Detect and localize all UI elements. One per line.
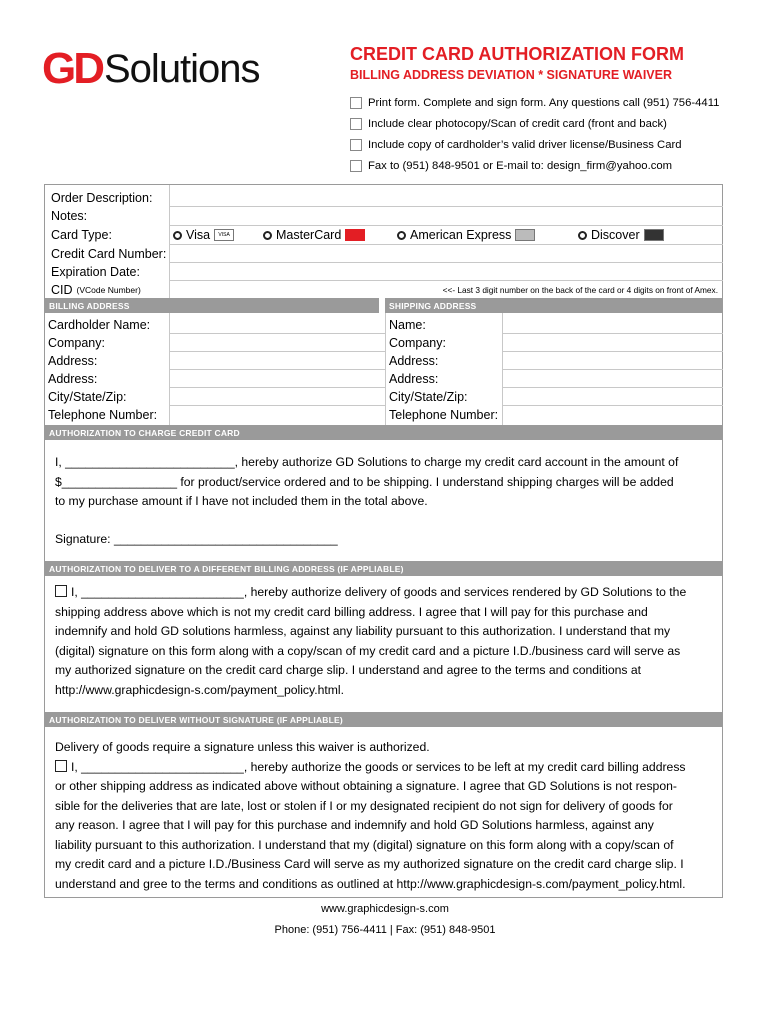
billing-field: Address: [48,372,98,386]
expiration-input[interactable] [169,280,723,281]
instruction-checkbox[interactable] [350,118,362,130]
auth-billing-header: AUTHORIZATION TO DELIVER TO A DIFFERENT BILLING ADDRESS (IF APPLIABLE) [45,561,722,576]
shipping-input[interactable] [502,333,723,334]
divider [169,244,723,245]
shipping-input[interactable] [502,405,723,406]
billing-address-header: BILLING ADDRESS [45,298,379,313]
radio-icon [173,231,182,240]
card-number-row: Credit Card Number: [51,247,167,261]
auth-charge-text: I, _________________________, hereby authorize GD Solutions to charge my credit card account in the amount of $_________________ for product/service ordered and to be shipping. I understand shipping charges will be added to my purchase amount if I have not included them in the total above. [55,455,679,508]
card-option-amex[interactable]: American Express [397,228,535,242]
shipping-field: Name: [389,318,426,332]
billing-input[interactable] [169,333,385,334]
billing-input[interactable] [169,369,385,370]
instruction-item: Include clear photocopy/Scan of credit card (front and back) [350,113,750,134]
divider [169,185,170,298]
cid-hint: <<- Last 3 digit number on the back of the card or 4 digits on front of Amex. [442,285,718,295]
instruction-checkbox[interactable] [350,97,362,109]
shipping-field: Company: [389,336,446,350]
auth-charge-header: AUTHORIZATION TO CHARGE CREDIT CARD [45,425,722,440]
card-number-input[interactable] [169,262,723,263]
billing-field: City/State/Zip: [48,390,127,404]
order-description-row: Order Description: [51,191,153,205]
order-description-input[interactable] [169,206,723,207]
form-title: CREDIT CARD AUTHORIZATION FORM [350,44,684,64]
auth-signature-checkbox[interactable] [55,760,67,772]
radio-icon [263,231,272,240]
footer-contact: Phone: (951) 756-4411 | Fax: (951) 848-9501 [274,924,496,936]
card-option-discover[interactable]: Discover [578,228,664,242]
billing-input[interactable] [169,387,385,388]
logo-gd: GD [42,44,102,93]
card-option-mastercard[interactable]: MasterCard [263,228,365,242]
shipping-input[interactable] [502,387,723,388]
discover-card-icon [644,229,664,241]
divider [385,313,386,425]
amex-card-icon [515,229,535,241]
billing-field: Telephone Number: [48,408,158,422]
auth-billing-text: I, ________________________, hereby authorize delivery of goods and services rendered by GD Solutions to the shipping address above which is not my credit card billing address. I agree that I will pay for this purchase and indemnify and hold GD solutions harmless, against any liability pursuant to this authorization. I understand that my (digital) signature on this form along with a copy/scan of my credit card and a picture I.D./business card will serve as my authorized signature on the credit card charge slip. I understand and agree to the terms and conditions at http://www.graphicdesign-s.com/payment_policy.html. [55,585,687,697]
card-option-visa[interactable]: Visa VISA [173,228,234,242]
expiration-row: Expiration Date: [51,265,140,279]
shipping-field: Address: [389,354,439,368]
instruction-item: Include copy of cardholder’s valid driver license/Business Card [350,134,750,155]
instruction-list [350,92,750,176]
auth-signature-header: AUTHORIZATION TO DELIVER WITHOUT SIGNATURE (IF APPLIABLE) [45,712,722,727]
footer-website[interactable]: www.graphicdesign-s.com [321,903,449,915]
card-type-row: Card Type: Visa VISA MasterCard American Express Discover [45,226,724,244]
shipping-field: Address: [389,372,439,386]
notes-input[interactable] [169,225,723,226]
instruction-checkbox[interactable] [350,160,362,172]
instruction-item: Fax to (951) 848-9501 or E-mail to: design_firm@yahoo.com [350,155,750,176]
notes-row: Notes: [51,209,88,223]
shipping-input[interactable] [502,351,723,352]
billing-input[interactable] [169,351,385,352]
authorization-form [44,184,723,898]
radio-icon [397,231,406,240]
shipping-input[interactable] [502,369,723,370]
instruction-item: Print form. Complete and sign form. Any questions call (951) 756-4411 [350,92,750,113]
shipping-address-header: SHIPPING ADDRESS [385,298,723,313]
logo-solutions: Solutions [104,47,260,91]
auth-signature-text: Delivery of goods require a signature unless this waiver is authorized. I, ________________________, hereby authorize the goods or services to be left at my credit card billing address or other shipping address as indicated above without obtaining a signature. I agree that GD Solutions is not respon- sible for the deliveries that are late, lost or stolen if I or my designated recipient do not sign for delivery of goods for any reason. I agree that I will pay for this purchase and indemnify and hold GD Solutions harmless, against any liability pursuant to this authorization. I understand that my (digital) signature on this form along with a copy/scan of my credit card and a picture I.D./Business Card will serve as my authorized signature on the credit card charge slip. I understand and gree to the terms and conditions as outlined at http://www.graphicdesign-s.com/payment_policy.html. [55,740,686,891]
billing-field: Cardholder Name: [48,318,151,332]
visa-card-icon: VISA [214,229,234,241]
radio-icon [578,231,587,240]
company-logo [42,46,260,92]
billing-field: Address: [48,354,98,368]
shipping-field: Telephone Number: [389,408,499,422]
billing-field: Company: [48,336,105,350]
auth-billing-checkbox[interactable] [55,585,67,597]
mastercard-icon [345,229,365,241]
form-subtitle: BILLING ADDRESS DEVIATION * SIGNATURE WAIVER [350,68,673,82]
shipping-field: City/State/Zip: [389,390,468,404]
instruction-checkbox[interactable] [350,139,362,151]
signature-line[interactable]: Signature: _________________________________ [55,532,338,546]
cid-row: CID (VCode Number) <<- Last 3 digit number on the back of the card or 4 digits on front of Amex. [51,283,718,297]
billing-input[interactable] [169,405,385,406]
